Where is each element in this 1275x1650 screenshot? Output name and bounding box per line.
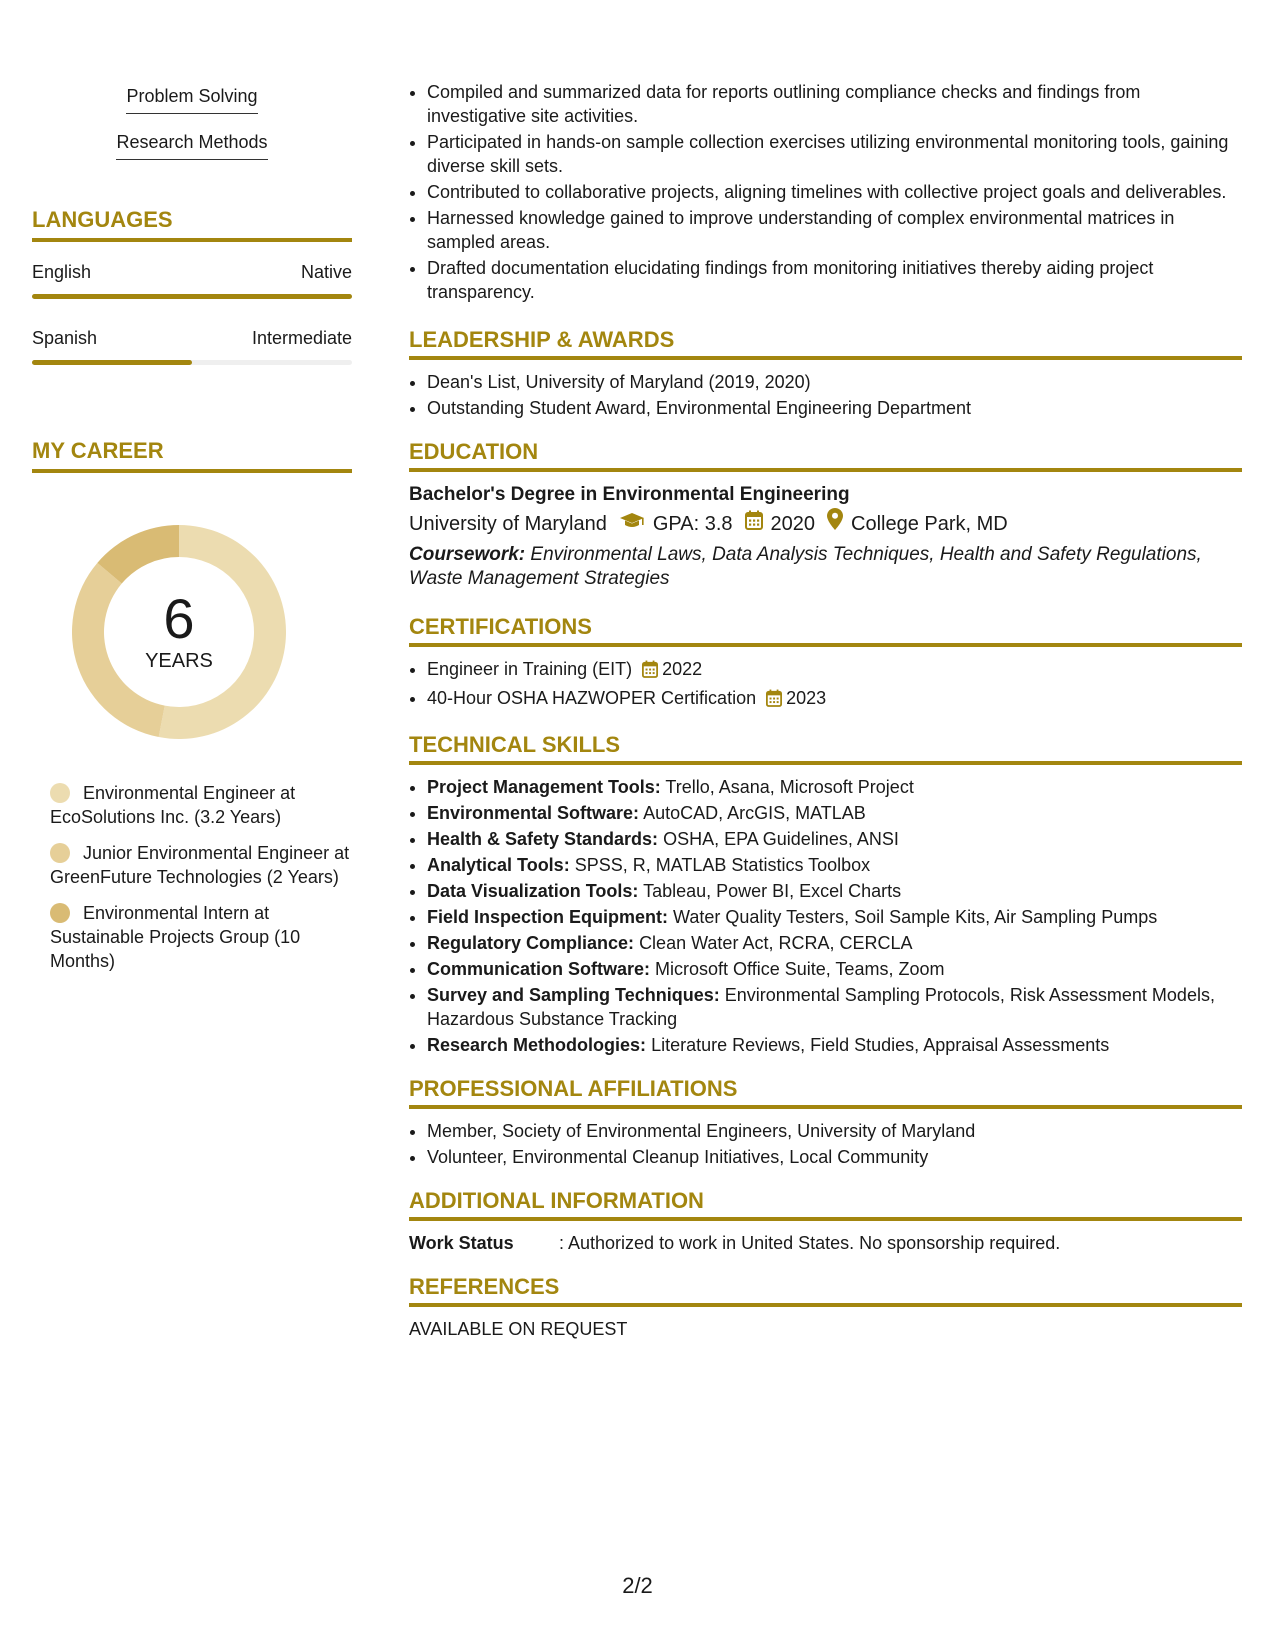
calendar-icon — [745, 509, 763, 539]
list-item — [427, 1033, 1242, 1057]
list-item — [427, 931, 1242, 955]
language-name: English — [32, 262, 92, 282]
school-name: University of Maryland — [409, 512, 607, 535]
technical-skills-heading: TECHNICAL SKILLS — [409, 731, 1242, 765]
work-status-label: Work Status — [409, 1233, 514, 1253]
technical-skills-list — [409, 775, 1242, 1057]
list-item — [427, 905, 1242, 929]
leadership-heading: LEADERSHIP & AWARDS — [409, 326, 1242, 360]
skill-value: OSHA, EPA Guidelines, ANSI — [663, 829, 899, 849]
skill-value: Trello, Asana, Microsoft Project — [665, 777, 914, 797]
skill-label: Analytical Tools: — [427, 855, 570, 875]
skill-label: Regulatory Compliance: — [427, 933, 635, 953]
career-heading: MY CAREER — [32, 437, 352, 473]
work-status-value: : Authorized to work in United States. No sponsorship required. — [559, 1233, 1061, 1253]
skill-value: Water Quality Testers, Soil Sample Kits, Air Sampling Pumps — [673, 907, 1158, 927]
degree-title: Bachelor's Degree in Environmental Engineering — [409, 484, 850, 505]
career-legend-item — [50, 841, 352, 889]
skill-value: AutoCAD, ArcGIS, MATLAB — [643, 803, 866, 823]
list-item — [427, 879, 1242, 903]
coursework-label: Coursework: — [409, 544, 526, 565]
language-bar — [32, 360, 352, 365]
skill-label: Environmental Software: — [427, 803, 640, 823]
skill-value: Environmental Sampling Protocols, Risk Assessment Models, Hazardous Substance Tracking — [427, 985, 1215, 1029]
list-item: • Contributed to collaborative projects, aligning timelines with collective project goals and deliverables. — [427, 180, 1242, 204]
list-item: • Harnessed knowledge gained to improve understanding of complex environmental matrices in sampled areas. — [427, 206, 1242, 254]
career-total-unit: YEARS — [145, 650, 213, 672]
list-item — [427, 827, 1242, 851]
sidebar — [32, 84, 352, 985]
list-item: • Volunteer, Environmental Cleanup Initiatives, Local Community — [427, 1145, 1242, 1169]
education-heading: EDUCATION — [409, 438, 1242, 472]
list-item — [427, 983, 1242, 1031]
language-item — [32, 326, 352, 365]
career-text: Environmental Intern at Sustainable Projects Group (10 Months) — [50, 903, 301, 971]
legend-dot — [50, 783, 70, 803]
language-level: Native — [300, 262, 352, 282]
graduation-cap-icon — [619, 509, 645, 539]
cert-year: 2023 — [786, 688, 827, 708]
list-item — [427, 957, 1242, 981]
skill-value: Microsoft Office Suite, Teams, Zoom — [655, 959, 945, 979]
cert-year: 2022 — [662, 659, 703, 679]
language-item — [32, 260, 352, 299]
education-meta — [409, 508, 1242, 539]
list-item: • Dean's List, University of Maryland (2019, 2020) — [427, 370, 1242, 394]
coursework — [409, 543, 1242, 591]
certifications-list — [409, 657, 1242, 713]
list-item: • Compiled and summarized data for reports outlining compliance checks and findings from investigative site activities. — [427, 80, 1242, 128]
list-item — [427, 775, 1242, 799]
language-bar-fill — [32, 360, 192, 365]
list-item — [427, 686, 1242, 713]
legend-dot — [50, 903, 70, 923]
map-pin-icon — [827, 508, 843, 539]
skill-value: Tableau, Power BI, Excel Charts — [643, 881, 902, 901]
legend-dot — [50, 843, 70, 863]
skill-label: Data Visualization Tools: — [427, 881, 639, 901]
experience-bullets — [409, 80, 1242, 304]
list-item — [427, 657, 1242, 684]
calendar-icon — [642, 660, 658, 684]
list-item: • Participated in hands-on sample collection exercises utilizing environmental monitoring tools, gaining diverse skill sets. — [427, 130, 1242, 178]
list-item: • Outstanding Student Award, Environmental Engineering Department — [427, 396, 1242, 420]
cert-name: 40-Hour OSHA HAZWOPER Certification — [427, 688, 757, 708]
career-legend-item — [50, 901, 352, 973]
skill-tag: Problem Solving — [126, 84, 257, 114]
skill-label: Project Management Tools: — [427, 777, 661, 797]
language-bar-fill — [32, 294, 352, 299]
graduation-year: 2020 — [770, 512, 816, 535]
affiliations-heading: PROFESSIONAL AFFILIATIONS — [409, 1075, 1242, 1109]
list-item: • Drafted documentation elucidating findings from monitoring initiatives thereby aiding project transparency. — [427, 256, 1242, 304]
skill-value: Literature Reviews, Field Studies, Appraisal Assessments — [651, 1035, 1110, 1055]
skill-label: Field Inspection Equipment: — [427, 907, 669, 927]
coursework-text: Environmental Laws, Data Analysis Techniques, Health and Safety Regulations, Waste Management Strategies — [409, 544, 1202, 589]
skill-tag: Research Methods — [116, 130, 267, 160]
skill-value: SPSS, R, MATLAB Statistics Toolbox — [574, 855, 871, 875]
language-level: Intermediate — [251, 328, 352, 348]
list-item — [427, 801, 1242, 825]
languages-heading: LANGUAGES — [32, 206, 352, 242]
career-donut-chart — [64, 517, 294, 747]
cert-name: Engineer in Training (EIT) — [427, 659, 633, 679]
gpa: GPA: 3.8 — [652, 512, 733, 535]
career-legend-item — [50, 781, 352, 829]
page-number: 2/2 — [622, 1573, 653, 1598]
list-item — [427, 853, 1242, 877]
affiliations-list — [409, 1119, 1242, 1169]
language-bar — [32, 294, 352, 299]
certifications-heading: CERTIFICATIONS — [409, 613, 1242, 647]
career-text: Environmental Engineer at EcoSolutions Inc. (3.2 Years) — [50, 783, 296, 827]
additional-info-heading: ADDITIONAL INFORMATION — [409, 1187, 1242, 1221]
leadership-list — [409, 370, 1242, 420]
calendar-icon — [766, 689, 782, 713]
school-location: College Park, MD — [851, 512, 1008, 535]
references-text: AVAILABLE ON REQUEST — [409, 1319, 628, 1339]
career-legend — [32, 781, 352, 973]
skill-label: Communication Software: — [427, 959, 651, 979]
skill-label: Health & Safety Standards: — [427, 829, 659, 849]
skill-value: Clean Water Act, RCRA, CERCLA — [639, 933, 913, 953]
list-item: • Member, Society of Environmental Engineers, University of Maryland — [427, 1119, 1242, 1143]
language-name: Spanish — [32, 328, 98, 348]
career-total-number: 6 — [163, 587, 195, 650]
references-heading: REFERENCES — [409, 1273, 1242, 1307]
work-status-row — [409, 1231, 1242, 1255]
skill-tags — [32, 84, 352, 176]
skill-label: Research Methodologies: — [427, 1035, 647, 1055]
skill-label: Survey and Sampling Techniques: — [427, 985, 720, 1005]
main-content — [409, 80, 1242, 1341]
career-text: Junior Environmental Engineer at GreenFuture Technologies (2 Years) — [50, 843, 350, 887]
